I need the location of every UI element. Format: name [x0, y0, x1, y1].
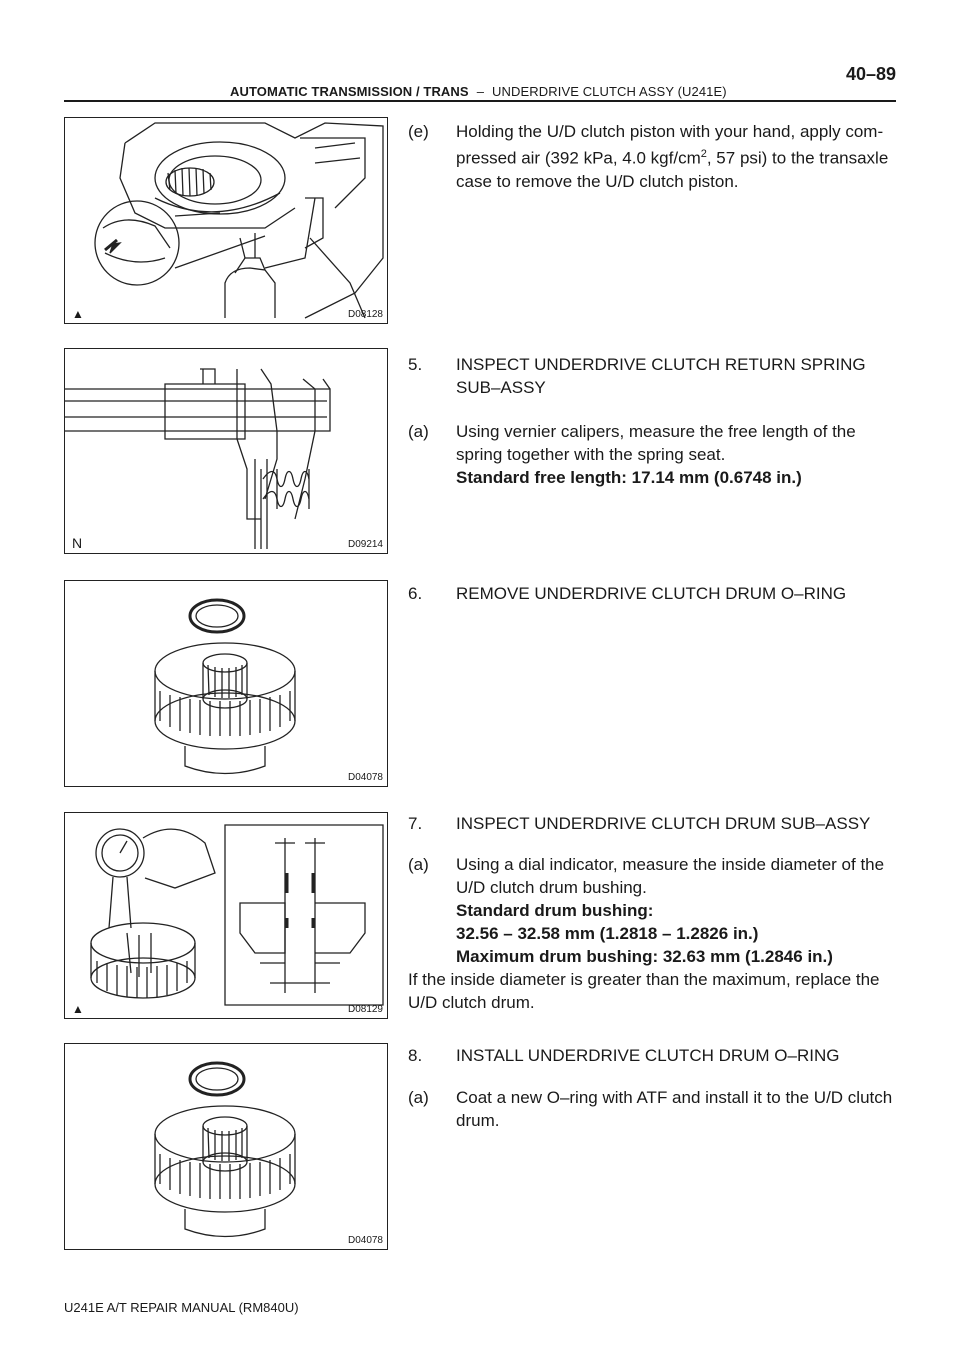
section-8a-block [408, 1086, 896, 1132]
section-5-block [408, 353, 896, 399]
step-e-line2: pressed air (392 kPa, 4.0 kgf/$cm^2$, 57 psi) to the transaxle [456, 148, 889, 168]
section-7-block [408, 812, 896, 835]
figure-dial-indicator [64, 812, 388, 1019]
figure-air-removal-code: D08128 [347, 309, 383, 320]
figure-drum-oring-remove-drawing [65, 581, 387, 786]
section-7-note-line1: If the inside diameter is greater than the maximum, replace the [408, 970, 880, 989]
section-7a-block [408, 853, 896, 968]
header-subsection: UNDERDRIVE CLUTCH ASSY (U241E) [492, 84, 727, 99]
figure-drum-oring-remove-code: D04078 [347, 772, 383, 783]
header-dash: – [476, 84, 485, 99]
section-8-title: INSTALL UNDERDRIVE CLUTCH DRUM O–RING [456, 1046, 840, 1065]
section-5-title-line1: INSPECT UNDERDRIVE CLUTCH RETURN SPRING [456, 355, 866, 374]
section-5a-block [408, 420, 896, 489]
section-7-spec-standard-value: 32.56 – 32.58 mm (1.2818 – 1.2826 in.) [456, 924, 759, 943]
section-7a-label: (a) [408, 855, 429, 874]
section-7-spec-standard-label: Standard drum bushing: [456, 901, 654, 920]
figure-drum-oring-install [64, 1043, 388, 1250]
figure-air-removal-mark: ▲ [72, 307, 84, 321]
page-number: 40–89 [845, 64, 896, 84]
step-e-block [408, 120, 896, 193]
section-5a-label: (a) [408, 422, 429, 441]
section-8a-line1: Coat a new O–ring with ATF and install it to the U/D clutch [456, 1088, 893, 1107]
section-7-note [408, 968, 896, 1014]
figure-drum-oring-install-drawing [65, 1044, 387, 1249]
section-5-number: 5. [408, 355, 423, 374]
header-title [230, 84, 727, 99]
section-8a-label: (a) [408, 1088, 429, 1107]
section-5-title-line2: SUB–ASSY [456, 378, 546, 397]
header-section: AUTOMATIC TRANSMISSION / TRANS [230, 84, 469, 99]
step-e-line3: case to remove the U/D clutch piston. [456, 171, 739, 191]
figure-dial-indicator-drawing [65, 813, 387, 1018]
figure-drum-oring-remove [64, 580, 388, 787]
page-footer: U241E A/T REPAIR MANUAL (RM840U) [64, 1300, 299, 1315]
header-rule [64, 100, 896, 102]
section-8a-line2: drum. [456, 1111, 500, 1130]
section-7-number: 7. [408, 814, 423, 833]
figure-vernier-caliper-drawing [65, 349, 387, 553]
section-6-block [408, 582, 896, 605]
figure-vernier-caliper-mark: N [72, 535, 83, 551]
figure-dial-indicator-mark: ▲ [72, 1002, 84, 1016]
section-8-number: 8. [408, 1046, 423, 1065]
section-6-title: REMOVE UNDERDRIVE CLUTCH DRUM O–RING [456, 584, 847, 603]
section-7a-line1: Using a dial indicator, measure the inside diameter of the [456, 855, 885, 874]
section-7-title: INSPECT UNDERDRIVE CLUTCH DRUM SUB–ASSY [456, 814, 871, 833]
figure-vernier-caliper [64, 348, 388, 554]
step-e-label: (e) [408, 122, 429, 141]
figure-vernier-caliper-code: D09214 [347, 539, 383, 550]
figure-air-removal-drawing [65, 118, 387, 323]
section-7-note-line2: U/D clutch drum. [408, 993, 535, 1012]
section-8-block [408, 1044, 896, 1067]
section-7-spec-maximum: Maximum drum bushing: 32.63 mm (1.2846 in.) [456, 947, 833, 966]
page-header [64, 60, 896, 102]
figure-drum-oring-install-code: D04078 [347, 1235, 383, 1246]
section-5a-line2: spring together with the spring seat. [456, 445, 726, 464]
figure-air-removal [64, 117, 388, 324]
figure-dial-indicator-code: D08129 [347, 1004, 383, 1015]
section-6-number: 6. [408, 584, 423, 603]
section-5a-line1: Using vernier calipers, measure the free length of the [456, 422, 856, 441]
step-e-line1: Holding the U/D clutch piston with your hand, apply com- [456, 122, 884, 141]
section-5-spec: Standard free length: 17.14 mm (0.6748 in.) [456, 468, 802, 487]
section-7a-line2: U/D clutch drum bushing. [456, 878, 647, 897]
